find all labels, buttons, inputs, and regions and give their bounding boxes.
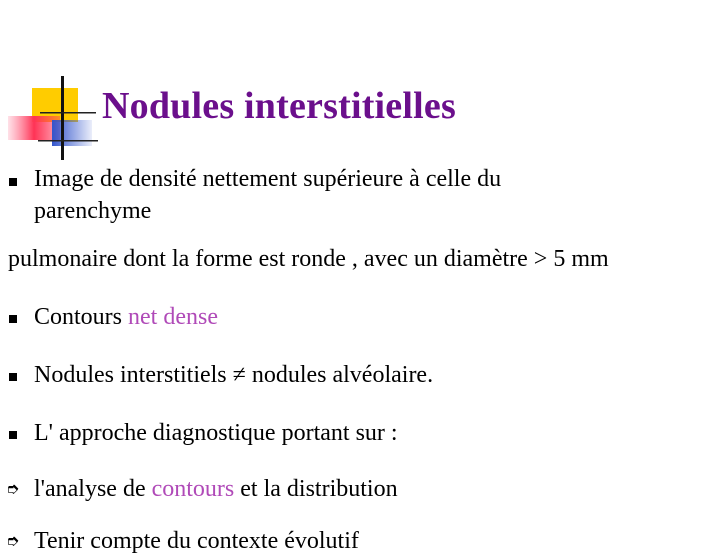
square-bullet-icon [9,178,17,186]
paragraph-line: parenchyme [34,198,152,224]
sub-item-text: l'analyse de [34,476,152,502]
sub-item-analyse [34,474,398,504]
arrow-bullet-icon: ➮ [6,531,20,550]
highlighted-text: net dense [128,304,218,330]
square-bullet-icon [9,373,17,381]
square-bullet-icon [9,315,17,323]
sub-item-tenir-compte: Tenir compte du contexte évolutif [34,528,359,554]
paragraph-line: pulmonaire dont la forme est ronde , avec un diamètre > 5 mm [8,246,609,272]
square-bullet-icon [9,431,17,439]
list-item-text: Contours [34,304,129,330]
paragraph-line: Image de densité nettement supérieure à celle du [34,166,502,192]
list-item-contours [34,302,218,332]
list-item-nodules: Nodules interstitiels ≠ nodules alvéolaire. [34,362,434,388]
list-item-approche: L' approche diagnostique portant sur : [34,420,398,446]
highlighted-text: contours [151,476,235,502]
slide-title: Nodules interstitielles [102,85,456,127]
arrow-bullet-icon: ➮ [6,479,20,498]
sub-item-text: et la distribution [234,476,398,502]
